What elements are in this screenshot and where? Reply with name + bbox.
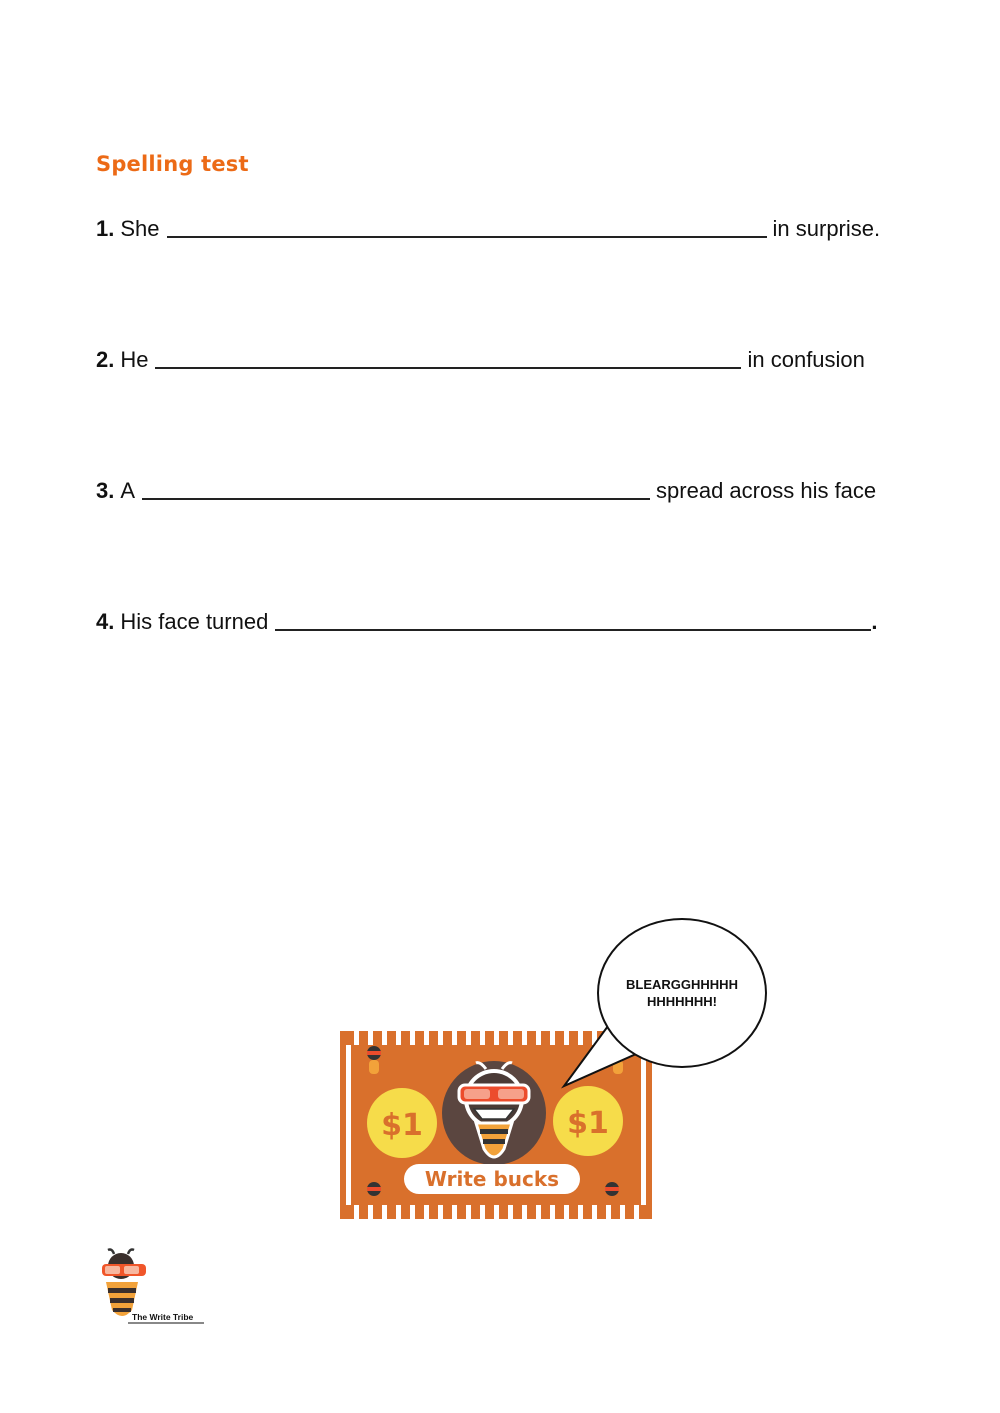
bill-caption: Write bucks bbox=[424, 1167, 560, 1191]
answer-blank-2[interactable] bbox=[155, 345, 741, 369]
question-4 bbox=[96, 607, 896, 635]
question-suffix: in surprise. bbox=[772, 216, 881, 241]
question-prefix: She bbox=[120, 216, 160, 241]
question-prefix: A bbox=[120, 478, 136, 503]
question-suffix: in confusion bbox=[747, 347, 865, 372]
coin-left-value: $1 bbox=[381, 1108, 423, 1143]
question-number: 4. bbox=[96, 609, 115, 634]
speech-bubble bbox=[597, 918, 767, 1068]
answer-blank-1[interactable] bbox=[167, 214, 767, 238]
question-number: 3. bbox=[96, 478, 115, 503]
logo-text: The Write Tribe bbox=[132, 1312, 194, 1322]
question-1 bbox=[96, 214, 896, 242]
bee-mascot-icon bbox=[442, 1061, 546, 1165]
answer-blank-4[interactable] bbox=[275, 607, 871, 631]
speech-bubble-line-2: HHHHHHH! bbox=[646, 994, 718, 1009]
question-2 bbox=[96, 345, 896, 373]
question-suffix: spread across his face bbox=[656, 478, 877, 503]
coin-right-value: $1 bbox=[567, 1106, 609, 1141]
question-3 bbox=[96, 476, 896, 504]
question-number: 1. bbox=[96, 216, 115, 241]
question-prefix: He bbox=[120, 347, 149, 372]
question-end-period: . bbox=[871, 609, 878, 634]
question-number: 2. bbox=[96, 347, 115, 372]
worksheet-title: Spelling test bbox=[96, 152, 249, 176]
write-tribe-logo bbox=[98, 1248, 208, 1330]
speech-bubble-line-1: BLEARGGHHHHH bbox=[626, 977, 738, 992]
bee-logo-icon bbox=[102, 1250, 146, 1317]
question-prefix: His face turned bbox=[120, 609, 269, 634]
answer-blank-3[interactable] bbox=[142, 476, 650, 500]
